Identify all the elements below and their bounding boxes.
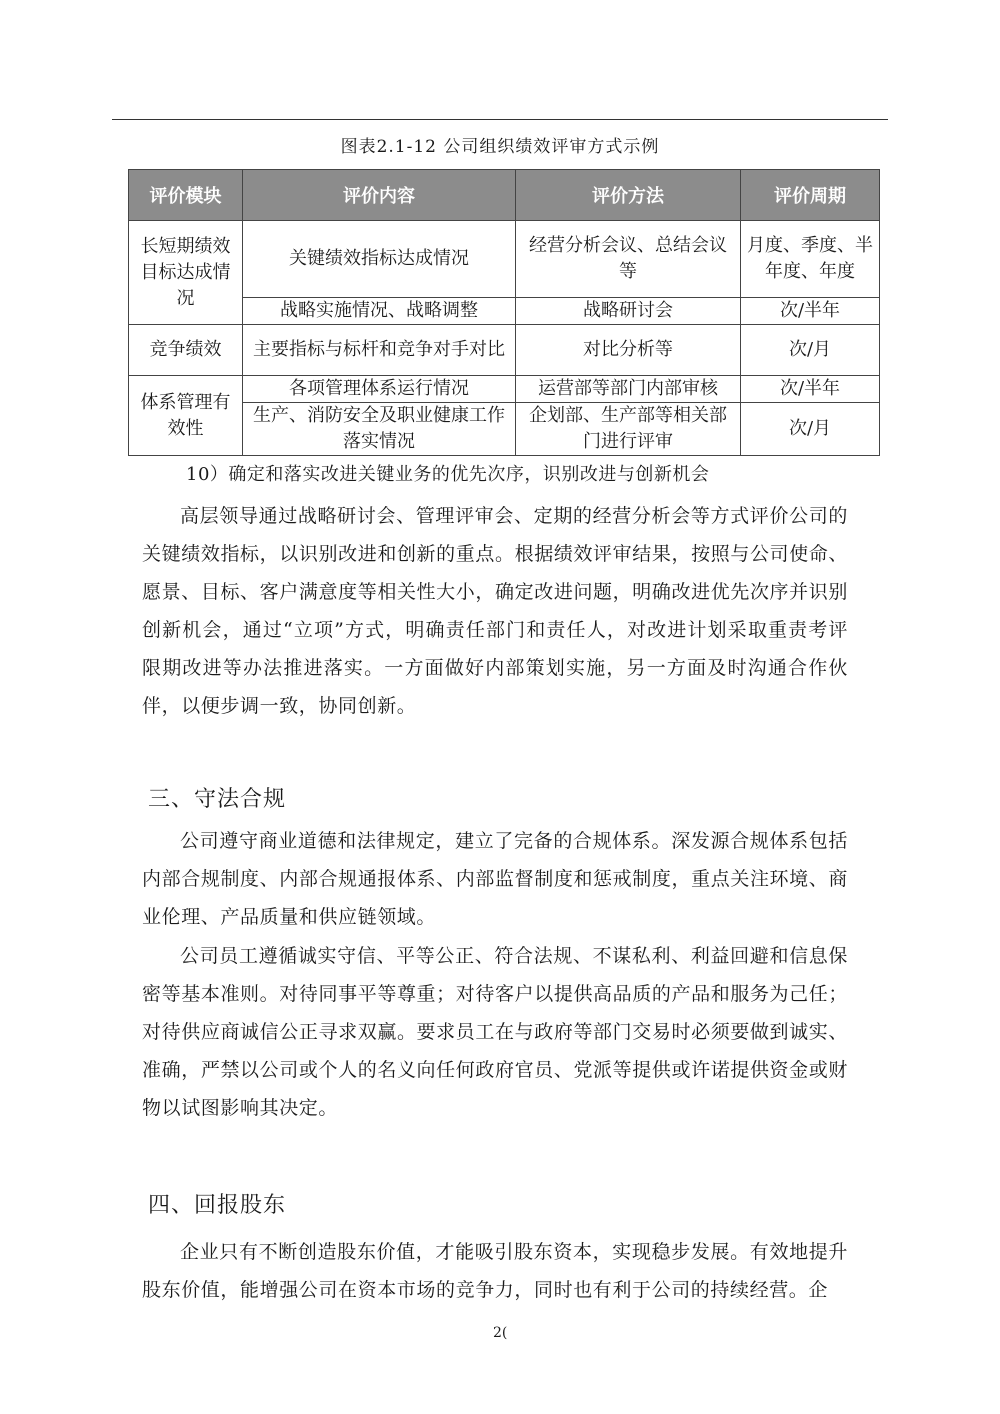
paragraph — [142, 1233, 848, 1309]
cell-content: 各项管理体系运行情况 — [243, 376, 516, 403]
section-heading-shareholders: 四、回报股东 — [148, 1193, 287, 1218]
evaluation-table — [128, 169, 880, 456]
header-module: 评价模块 — [129, 170, 243, 221]
list-item-10: 10）确定和落实改进关键业务的优先次序，识别改进与创新机会 — [186, 464, 710, 485]
cell-content: 战略实施情况、战略调整 — [243, 298, 516, 325]
cell-period: 次/半年 — [741, 298, 880, 325]
paragraph-text: 公司遵守商业道德和法律规定，建立了完备的合规体系。深发源合规体系包括内部合规制度、内部合规通报体系、内部监督制度和惩戒制度，重点关注环境、商业伦理、产品质量和供应链领域。 — [142, 830, 848, 928]
cell-content: 关键绩效指标达成情况 — [243, 221, 516, 298]
paragraph — [142, 937, 848, 1127]
header-rule — [112, 119, 888, 120]
header-content: 评价内容 — [243, 170, 516, 221]
cell-period: 次/月 — [741, 325, 880, 376]
cell-content: 生产、消防安全及职业健康工作落实情况 — [243, 403, 516, 456]
page-number: 2( — [493, 1325, 508, 1341]
table-row — [129, 221, 880, 298]
cell-content: 主要指标与标杆和竞争对手对比 — [243, 325, 516, 376]
table-header-row — [129, 170, 880, 221]
table-row — [129, 325, 880, 376]
cell-period: 次/半年 — [741, 376, 880, 403]
cell-method: 经营分析会议、总结会议等 — [516, 221, 741, 298]
section-heading-compliance: 三、守法合规 — [148, 787, 287, 812]
cell-method: 战略研讨会 — [516, 298, 741, 325]
header-period: 评价周期 — [741, 170, 880, 221]
paragraph-text: 高层领导通过战略研讨会、管理评审会、定期的经营分析会等方式评价公司的关键绩效指标，以识别改进和创新的重点。根据绩效评审结果，按照与公司使命、愿景、目标、客户满意度等相关性大小，确定改进问题，明确改进优先次序并识别创新机会，通过“立项”方式，明确责任部门和责任人，对改进计划采取重责考评限期改进等办法推进落实。一方面做好内部策划实施，另一方面及时沟通合作伙伴，以便步调一致，协同创新。 — [142, 505, 848, 717]
cell-method: 运营部等部门内部审核 — [516, 376, 741, 403]
paragraph-text: 公司员工遵循诚实守信、平等公正、符合法规、不谋私利、利益回避和信息保密等基本准则。对待同事平等尊重；对待客户以提供高品质的产品和服务为己任；对待供应商诚信公正寻求双赢。要求员工在与政府等部门交易时必须要做到诚实、准确，严禁以公司或个人的名义向任何政府官员、党派等提供或许诺提供资金或财物以试图影响其决定。 — [142, 945, 848, 1119]
header-method: 评价方法 — [516, 170, 741, 221]
cell-method: 企划部、生产部等相关部门进行评审 — [516, 403, 741, 456]
cell-method: 对比分析等 — [516, 325, 741, 376]
cell-module: 长短期绩效目标达成情况 — [129, 221, 243, 325]
table-caption: 图表2.1-12 公司组织绩效评审方式示例 — [340, 137, 660, 157]
paragraph — [142, 497, 848, 725]
cell-module: 体系管理有效性 — [129, 376, 243, 456]
cell-period: 月度、季度、半年度、年度 — [741, 221, 880, 298]
cell-period: 次/月 — [741, 403, 880, 456]
cell-module: 竞争绩效 — [129, 325, 243, 376]
paragraph — [142, 822, 848, 936]
table-row — [129, 376, 880, 403]
paragraph-text: 企业只有不断创造股东价值，才能吸引股东资本，实现稳步发展。有效地提升股东价值，能增强公司在资本市场的竞争力，同时也有利于公司的持续经营。企 — [142, 1241, 848, 1301]
